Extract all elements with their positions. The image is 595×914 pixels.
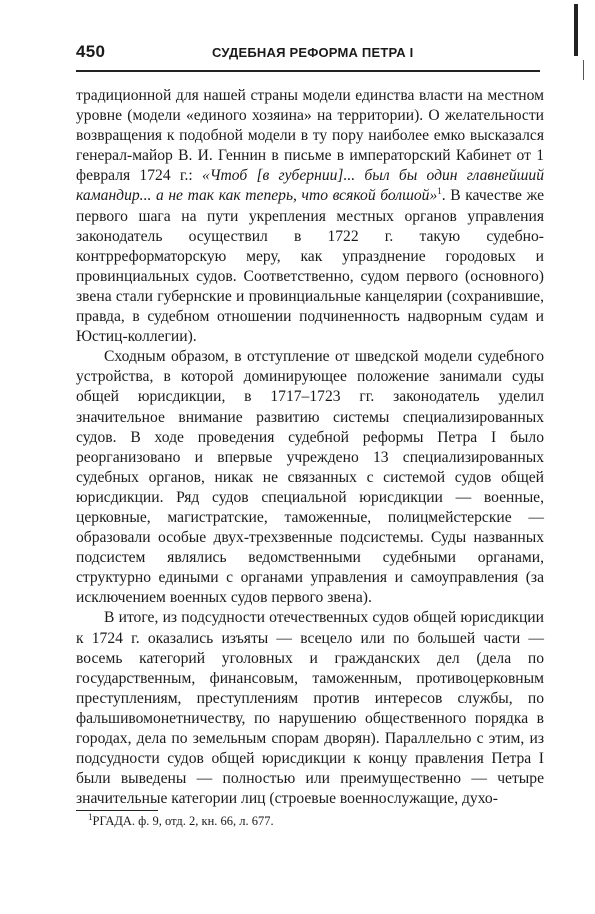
- body-text: [76, 86, 544, 809]
- paragraph-1-text-a: традиционной для нашей страны модели единства власти на местном уровне (модели «единого хозяина» на территории). О желательности возвращения к подобной модели в ту пору наиболее емко высказался генерал-майор В. И. Геннин в письме в императорский Кабинет от 1 февраля 1724 г.:: [76, 87, 544, 185]
- paragraph-1: [76, 86, 544, 347]
- footnote-rule: [76, 810, 158, 811]
- page-edge-mark-thin: [583, 60, 584, 80]
- header-rule: [76, 70, 540, 72]
- footnote-text: РГАДА. ф. 9, отд. 2, кн. 66, л. 677.: [92, 814, 274, 828]
- quote-gennin: «Чтоб [в губернии]... был бы один главнейший камандир... а не так как теперь, что всякой болшой»: [76, 167, 544, 205]
- paragraph-1-text-b: . В качестве же первого шага на пути укрепления местных органов управления законодатель осуществил в 1722 г. такую судебно-контрреформаторскую меру, как упразднение городовых и провинциальных судов. Соответственно, судом первого (основного) звена стали губернские и провинциальные канцелярии (сохранившие, правда, в судебном отношении подчиненность надворным судам и Юстиц-коллегии).: [76, 187, 545, 346]
- footnote-marker: 1: [88, 811, 93, 822]
- paragraph-2: Сходным образом, в отступление от шведской модели судебного устройства, в которой доминирующее положение занимали суды общей юрисдикции, в 1717–1723 гг. законодатель уделил значительное внимание развитию системы специализированных судов. В ходе проведения судебной реформы Петра I было реорганизовано и впервые учреждено 13 специализированных судебных органов, никак не связанных с системой судов общей юрисдикции. Ряд судов специальной юрисдикции — военные, церковные, магистратские, таможенные, полицмейстерские — образовали особые двух-трехзвенные подсистемы. Суды названных подсистем являлись ведомственными судебными органами, структурно едиными с органами управления и самоуправления (за исключением военных судов первого звена).: [76, 348, 544, 607]
- paragraph-3: В итоге, из подсудности отечественных судов общей юрисдикции к 1724 г. оказались изъяты — всецело или по большей части — восемь категорий уголовных и гражданских дел (дела по государственным, финансовым, таможенным, противоцерковным преступлениям, преступлениям против интересов службы, по фальшивомонетничеству, по нарушению общественного порядка в городах, дела по земельным спорам дворян). Параллельно с этим, из подсудности судов общей юрисдикции к концу правления Петра I были выведены — полностью или преимущественно — четыре значительные категории лиц (строевые военнослужащие, духо-: [76, 609, 544, 808]
- page-header: [76, 42, 540, 66]
- footnote-reference: 1: [437, 186, 442, 197]
- running-title: СУДЕБНАЯ РЕФОРМА ПЕТРА I: [212, 45, 414, 60]
- page-edge-mark: [574, 4, 578, 56]
- footnote: [88, 813, 274, 829]
- page-number: 450: [76, 42, 106, 61]
